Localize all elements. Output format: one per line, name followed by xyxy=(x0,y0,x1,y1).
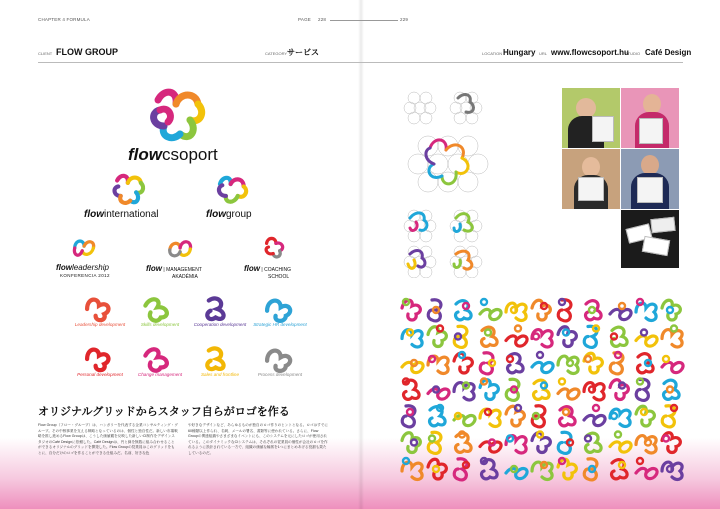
staff-logo xyxy=(480,353,495,374)
staff-logo xyxy=(480,379,498,400)
url-label: URL xyxy=(539,51,548,56)
client-name: FLOW GROUP xyxy=(56,47,118,57)
sublogo-label: Change management xyxy=(137,372,183,377)
staff-logo xyxy=(454,413,475,426)
staff-logo xyxy=(610,303,631,320)
staff-logo xyxy=(558,356,578,373)
wordmark-flow: flow xyxy=(206,209,226,220)
staff-logo xyxy=(636,406,654,426)
staff-logo-grid xyxy=(398,294,688,484)
staff-logo xyxy=(558,299,571,321)
sublogo-mark xyxy=(82,292,116,326)
wordmark-flow: flow xyxy=(84,209,104,220)
staff-logo xyxy=(662,433,680,453)
staff-logo xyxy=(610,380,628,400)
staff-logo xyxy=(532,462,552,479)
staff-logo xyxy=(428,387,449,400)
wordmark-group: group xyxy=(226,209,252,220)
sublogo-mark xyxy=(82,342,116,376)
staff-logo xyxy=(610,409,630,426)
staff-logo xyxy=(454,383,474,400)
sublogo-label: Skills development xyxy=(140,322,180,327)
wordmark-csoport: csoport xyxy=(162,145,218,164)
wordmark-flow: flow xyxy=(244,264,260,273)
page-label: PAGE xyxy=(298,17,311,22)
location-value: Hungary xyxy=(503,48,536,57)
studio-value: Café Design xyxy=(645,48,692,57)
wordmark-flow: flow xyxy=(128,145,162,164)
staff-photo-1 xyxy=(562,88,620,148)
wordmark-coaching: COACHING xyxy=(264,267,292,273)
staff-logo xyxy=(558,432,573,453)
staff-logo xyxy=(664,380,680,399)
url-value[interactable]: www.flowcsoport.hu xyxy=(551,48,629,57)
sublogo-mark xyxy=(142,292,176,326)
staff-logo xyxy=(507,354,523,373)
flowleadership-sub: KONFERENCIA 2012 xyxy=(60,273,110,278)
sublogo-mark xyxy=(142,342,176,376)
staff-logo xyxy=(428,459,446,479)
studio-label: STUDIO xyxy=(625,51,641,56)
staff-logo xyxy=(584,405,605,426)
staff-logo xyxy=(638,354,654,373)
article-column-2: や好きなデザインなど、あらゆるものが独自のロゴ作りのヒントとなる。ロゴはすでに60種類以上作られ、名刺、メールの署名、書類等に使われている。さらに、Flow Groupの関連組織やさまざまなイベントにも、このシステムを元にしたロゴが使用されている。このダイナミックなCIシステムは、それぞれの従業員の個性が会社のロゴを作れるように設計されている一方で、組織の価値な輪郭を1つにまとめあげる役割も果たしているのだ。 xyxy=(188,423,329,455)
sublogo-label: Sales and frontline xyxy=(200,372,240,377)
staff-logo xyxy=(560,407,576,426)
staff-logo xyxy=(662,300,680,320)
staff-logo xyxy=(584,459,597,480)
staff-logo xyxy=(612,460,628,479)
staff-logo xyxy=(662,462,682,479)
page-gutter xyxy=(358,0,364,509)
article-heading: オリジナルグリッドからスタッフ自らがロゴを作る xyxy=(38,406,290,418)
staff-logo xyxy=(532,352,553,373)
sublogo-label: Leadership development xyxy=(74,322,126,327)
sublogo-mark xyxy=(262,292,296,326)
staff-logo xyxy=(402,330,422,347)
staff-logo xyxy=(506,303,526,320)
location-label: LOCATION xyxy=(482,51,503,56)
staff-logo xyxy=(402,458,422,479)
staff-logo xyxy=(454,326,467,347)
staff-logo xyxy=(585,433,601,452)
staff-logo xyxy=(480,299,501,320)
staff-logo xyxy=(403,379,419,400)
sublogo-label: Cooperation development xyxy=(193,322,247,327)
staff-logo xyxy=(506,436,526,453)
staff-logo xyxy=(636,458,657,479)
staff-logo xyxy=(534,380,550,399)
staff-logo xyxy=(662,326,682,347)
staff-photo-4 xyxy=(621,149,679,209)
sublogo-mark xyxy=(202,292,236,326)
flowcoaching-sub: SCHOOL xyxy=(268,274,290,280)
staff-logo xyxy=(636,379,649,401)
flowcoaching-wordmark: flow | COACHING xyxy=(244,264,292,273)
wordmark-international: international xyxy=(104,209,159,220)
staff-logo xyxy=(402,360,423,373)
staff-logo xyxy=(480,440,501,453)
staff-logo xyxy=(558,458,576,479)
flowmanagement-sub: AKADÉMIA xyxy=(172,274,198,280)
flowcsoport-wordmark xyxy=(128,145,218,165)
wordmark-flow: flow xyxy=(56,263,72,272)
business-cards-photo xyxy=(621,210,679,268)
staff-logo xyxy=(402,433,420,453)
staff-logo xyxy=(506,326,527,347)
page-number-right: 229 xyxy=(400,17,409,22)
flowleadership-wordmark xyxy=(56,263,109,272)
header-rule xyxy=(38,62,683,63)
staff-logo xyxy=(584,326,599,348)
chapter-label: CHAPTER 4 FORMULA xyxy=(38,17,90,22)
staff-logo xyxy=(611,327,627,346)
staff-logo xyxy=(506,405,524,426)
staff-logo xyxy=(481,458,497,479)
staff-logo xyxy=(532,330,552,347)
staff-logo xyxy=(454,459,469,480)
staff-logo xyxy=(456,432,472,453)
flowinternational-logo-mark xyxy=(110,172,148,208)
staff-logo xyxy=(636,436,656,453)
staff-logo xyxy=(532,432,550,453)
flowgroup-wordmark xyxy=(206,209,252,220)
staff-logo xyxy=(428,300,441,321)
wordmark-leadership: leadership xyxy=(72,263,109,272)
sublogo-label: Process development xyxy=(257,372,303,377)
staff-logo xyxy=(532,406,545,427)
staff-logo xyxy=(506,379,519,400)
wordmark-flow: flow xyxy=(146,264,162,273)
flowgroup-logo-mark xyxy=(214,172,252,208)
wordmark-management: MANAGEMENT xyxy=(166,267,202,273)
flowinternational-wordmark xyxy=(84,209,158,220)
staff-logo xyxy=(584,383,604,400)
staff-logo xyxy=(558,379,579,400)
flowcsoport-logo-mark xyxy=(146,86,210,146)
staff-logo xyxy=(532,300,550,320)
staff-logo xyxy=(428,326,446,347)
staff-logo xyxy=(428,356,448,373)
staff-logo xyxy=(636,330,657,347)
category-label: CATEGORY xyxy=(265,51,288,56)
page-divider xyxy=(330,20,398,21)
staff-logo xyxy=(558,327,576,347)
staff-logo xyxy=(456,301,472,320)
staff-logo xyxy=(428,432,441,453)
staff-photo-3 xyxy=(562,149,620,209)
staff-logo xyxy=(662,405,677,427)
sublogo-mark xyxy=(262,342,296,376)
flowmanagement-wordmark: flow | MANAGEMENT xyxy=(146,264,202,273)
staff-logo xyxy=(482,327,498,346)
staff-logo xyxy=(506,466,527,479)
category-value: サービス xyxy=(287,48,319,57)
sublogo-label: Personal development xyxy=(77,372,123,377)
flowcoaching-logo-mark xyxy=(260,234,290,262)
staff-logo xyxy=(586,301,602,320)
grid-construction-diagrams xyxy=(402,88,494,278)
flowleadership-logo-mark xyxy=(70,234,100,262)
staff-logo xyxy=(480,409,500,426)
staff-logo xyxy=(662,356,683,373)
article-column-1: Flow Group（フロー・グループ）は、ハンガリーを代表する企業コンサルティング・グループ。その中核事業を支える戦略となっているのは、個性と独自性だ。新しい市場戦略を推し進めるFlow Groupは、こうした価値観を反映した新しいCI制作をデザインスタジオのCafé Designに依頼した。Café Designは、円と線を無数に組み合わせることができるオリジナルのグリッドを開発した。Flow Groupの従業員はこのグリッドをもとに、自分だけのロゴを作ることができる仕組みだ。名前、好きな色 xyxy=(38,423,178,455)
staff-logo xyxy=(430,405,446,426)
staff-logo xyxy=(610,432,631,453)
page-number-left: 228 xyxy=(318,17,327,22)
staff-logo xyxy=(402,299,420,320)
staff-photo-2 xyxy=(621,88,679,148)
staff-logo xyxy=(584,353,602,373)
staff-logo xyxy=(610,352,623,374)
staff-logo xyxy=(636,299,656,320)
staff-logo xyxy=(402,406,415,427)
sublogo-label: Strategic HR development xyxy=(253,322,307,327)
staff-logo xyxy=(454,352,472,373)
flowmanagement-logo-mark xyxy=(166,234,196,262)
client-label: CLIENT xyxy=(38,51,53,56)
sublogo-mark xyxy=(202,342,236,376)
